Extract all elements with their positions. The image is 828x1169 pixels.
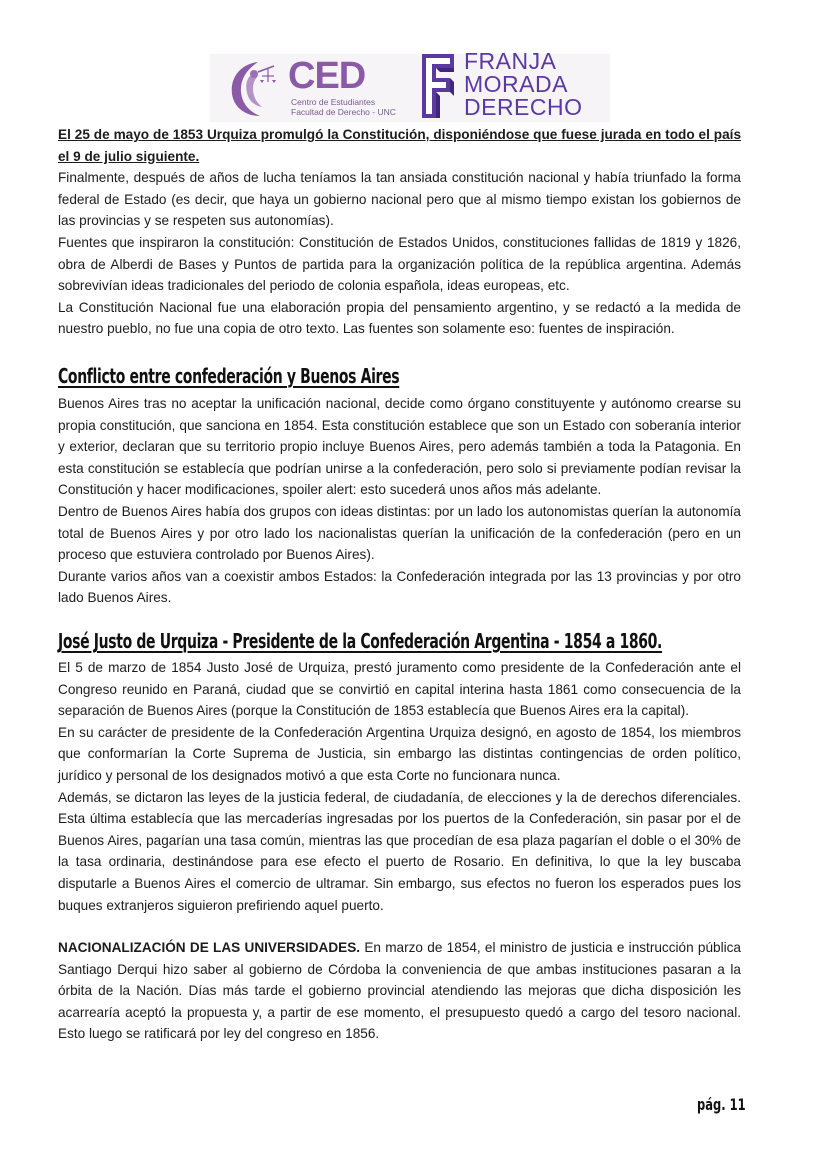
lead-statement: El 25 de mayo de 1853 Urquiza promulgó la Constitución, disponiéndose que fuese jurada en todo el país el 9 de julio siguiente. bbox=[58, 127, 741, 164]
franja-morada-logo bbox=[420, 50, 605, 122]
keyword-heading: NACIONALIZACIÓN DE LAS UNIVERSIDADES. bbox=[58, 940, 361, 955]
ced-title: CED bbox=[288, 55, 366, 97]
franja-line2: MORADA bbox=[464, 71, 568, 97]
section-heading-urquiza: José Justo de Urquiza - Presidente de la Confederación Argentina - 1854 a 1860. bbox=[58, 629, 663, 653]
paragraph: Dentro de Buenos Aires había dos grupos con ideas distintas: por un lado los autonomistas querían la autonomía total de Buenos Aires y por otro lado los nacionalistas querían la unificación de la confederación (pero en un proceso que estuviera controlado por Buenos Aires). bbox=[58, 503, 741, 563]
ced-subtitle-line2: Facultad de Derecho - UNC bbox=[291, 107, 396, 117]
paragraph: En su carácter de presidente de la Confederación Argentina Urquiza designó, en agosto de 1854, los miembros que conformarían la Corte Suprema de Justicia, sin embargo las distintas contingencias de orden político, jurídico y personal de los designados motivó a que esta Corte no funcionara nunca. bbox=[58, 724, 741, 783]
franja-line3: DERECHO bbox=[464, 94, 583, 120]
ced-subtitle bbox=[291, 97, 396, 117]
paragraph: El 5 de marzo de 1854 Justo José de Urquiza, prestó juramento como presidente de la Confederación ante el Congreso reunido en Paraná, ciudad que se convirtió en capital interina hasta 1861 como consecuencia de la separación de Buenos Aires (porque la Constitución de 1853 establecía que Buenos Aires era la capital). bbox=[58, 660, 741, 719]
section-heading-conflict: Conflicto entre confederación y Buenos Aires bbox=[58, 364, 400, 388]
section-conflict bbox=[58, 393, 741, 609]
paragraph bbox=[58, 937, 741, 1045]
paragraph-text: En marzo de 1854, el ministro de justicia e instrucción pública Santiago Derqui hizo saber al gobierno de Córdoba la conveniencia de que ambas instituciones pasaran a la órbita de la Nación. Días más tarde el gobierno provincial atendiendo las mejoras que dicha disposición les acarrearía aceptó la propuesta y, a partir de ese momento, el presupuesto quedó a cargo del tesoro nacional. Esto luego se ratificará por ley del congreso en 1856. bbox=[58, 940, 741, 1042]
section-constitution-1853 bbox=[58, 124, 741, 340]
paragraph: Además, se dictaron las leyes de la justicia federal, de ciudadanía, de elecciones y la de derechos diferenciales. Esta última establecía que las mercaderías ingresadas por los puertos de la Confederación, sin pasar por el de Buenos Aires, pagarían una tasa común, mientras las que procedían de esa plaza pagarían el doble o el 30% de la tasa ordinaria, destinándose para ese efecto el puerto de Rosario. En definitiva, lo que la ley buscaba disputarle a Buenos Aires el comercio de ultramar. Sin embargo, sus efectos no fueron los esperados pues los buques extranjeros siguieron prefiriendo aquel puerto. bbox=[58, 789, 741, 913]
ced-logo bbox=[228, 56, 418, 120]
section-university-nationalization bbox=[58, 937, 741, 1045]
section-urquiza-presidency bbox=[58, 657, 741, 916]
page-number: pág. 11 bbox=[697, 1095, 746, 1114]
ced-subtitle-line1: Centro de Estudiantes bbox=[291, 97, 376, 107]
justice-scales-icon bbox=[228, 58, 286, 118]
paragraph: Durante varios años van a coexistir ambos Estados: la Confederación integrada por las 13 provincias y por otro lado Buenos Aires. bbox=[58, 568, 741, 606]
paragraph: La Constitución Nacional fue una elaboración propia del pensamiento argentino, y se redactó a la medida de nuestro pueblo, no fue una copia de otro texto. Las fuentes son solamente eso: fuentes de inspiración. bbox=[58, 299, 741, 337]
franja-f-icon bbox=[420, 52, 458, 120]
franja-morada-text bbox=[464, 50, 583, 119]
paragraph: Buenos Aires tras no aceptar la unificación nacional, decide como órgano constituyente y autónomo crearse su propia constitución, que sanciona en 1854. Esta constitución establece que son un Estado con soberanía interior y exterior, declaran que su territorio propio incluye Buenos Aires, pero además también a toda la Patagonia. En esta constitución se establecía que podrían unirse a la confederación, pero solo si previamente podían revisar la Constitución y hacer modificaciones, spoiler alert: esto sucederá unos años más adelante. bbox=[58, 396, 741, 498]
paragraph: Finalmente, después de años de lucha teníamos la tan ansiada constitución nacional y había triunfado la forma federal de Estado (es decir, que haya un gobierno nacional pero que al mismo tiempo existan los gobiernos de las provincias y se respeten sus autonomías). bbox=[58, 170, 741, 229]
paragraph: Fuentes que inspiraron la constitución: Constitución de Estados Unidos, constituciones fallidas de 1819 y 1826, obra de Alberdi de Bases y Puntos de partida para la organización política de la república argentina. Además sobrevivían ideas tradicionales del periodo de colonia española, ideas europeas, etc. bbox=[58, 234, 741, 294]
franja-line1: FRANJA bbox=[464, 48, 557, 74]
